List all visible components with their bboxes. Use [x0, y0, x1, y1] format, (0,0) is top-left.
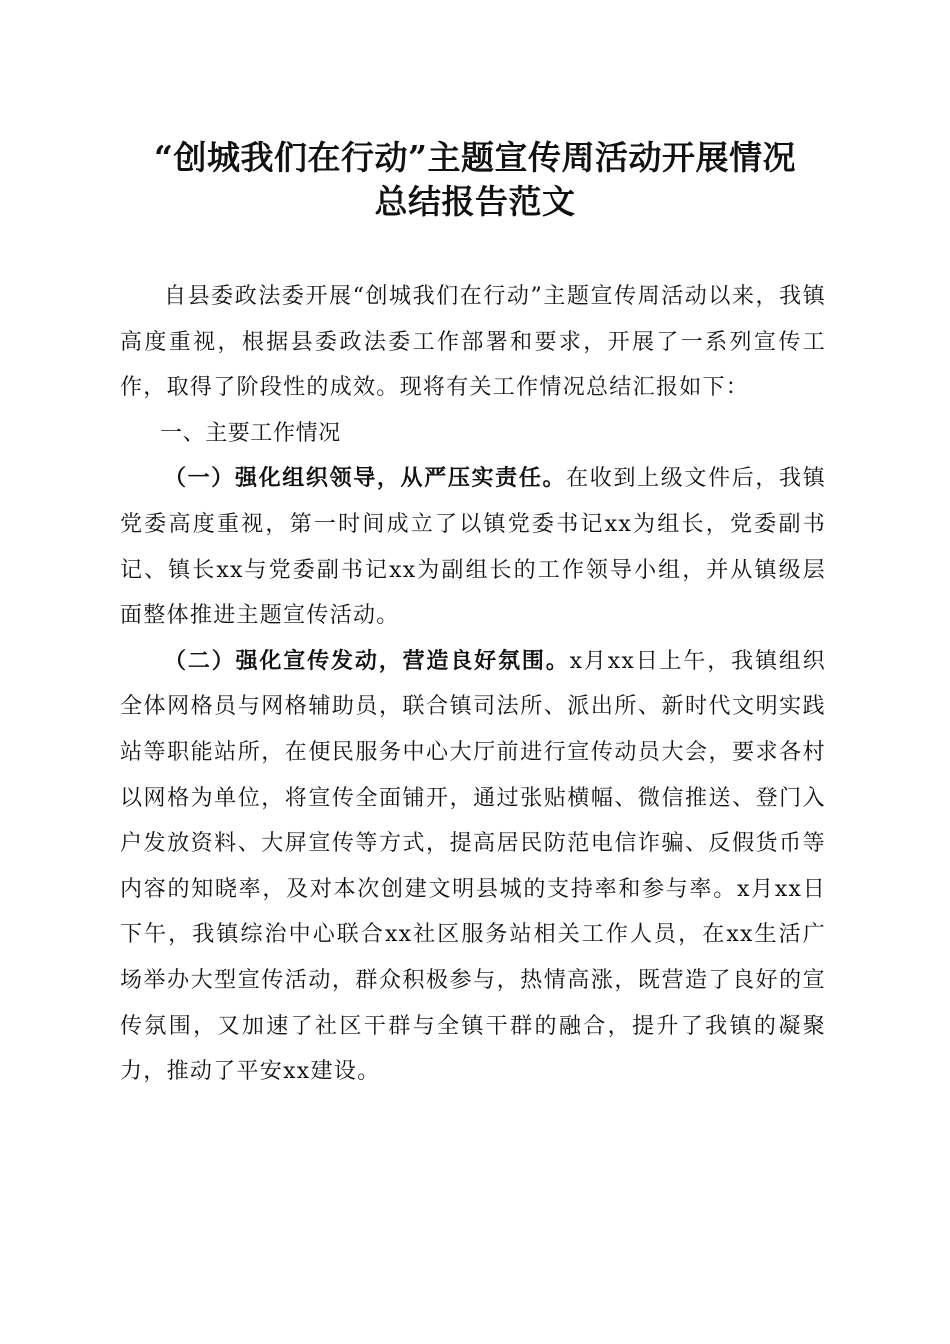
item-1-lead: （一）强化组织领导，从严压实责任。 [164, 465, 567, 492]
section-heading-main-work: 一、主要工作情况 [160, 420, 341, 446]
item-2-lead: （二）强化宣传发动，营造良好氛围。 [164, 647, 570, 674]
document-title [100, 136, 850, 224]
document-body [120, 274, 826, 1095]
title-line-1: “创城我们在行动”主题宣传周活动开展情况 [154, 138, 796, 177]
paragraph-item-2 [120, 639, 826, 1095]
intro-paragraph: 自县委政法委开展“创城我们在行动”主题宣传周活动以来，我镇高度重视，根据县委政法委工作部署和要求，开展了一系列宣传工作，取得了阶段性的成效。现将有关工作情况总结汇报如下： [120, 284, 826, 401]
item-2-text: x月xx日上午，我镇组织全体网格员与网格辅助员，联合镇司法所、派出所、新时代文明实践站等职能站所，在便民服务中心大厅前进行宣传动员大会，要求各村以网格为单位，将宣传全面铺开，通过张贴横幅、微信推送、登门入户发放资料、大屏宣传等方式，提高居民防范电信诈骗、反假货币等内容的知晓率，及对本次创建文明县城的支持率和参与率。x月xx日下午，我镇综治中心联合xx社区服务站相关工作人员，在xx生活广场举办大型宣传活动，群众积极参与，热情高涨，既营造了良好的宣传氛围，又加速了社区干群与全镇干群的融合，提升了我镇的凝聚力，推动了平安xx建设。 [120, 648, 826, 1085]
title-line-2: 总结报告范文 [374, 182, 576, 221]
item-1-text: 在收到上级文件后，我镇党委高度重视，第一时间成立了以镇党委书记xx为组长，党委副书记、镇长xx与党委副书记xx为副组长的工作领导小组，并从镇级层面整体推进主题宣传活动。 [120, 466, 826, 629]
paragraph-item-1 [120, 456, 826, 638]
